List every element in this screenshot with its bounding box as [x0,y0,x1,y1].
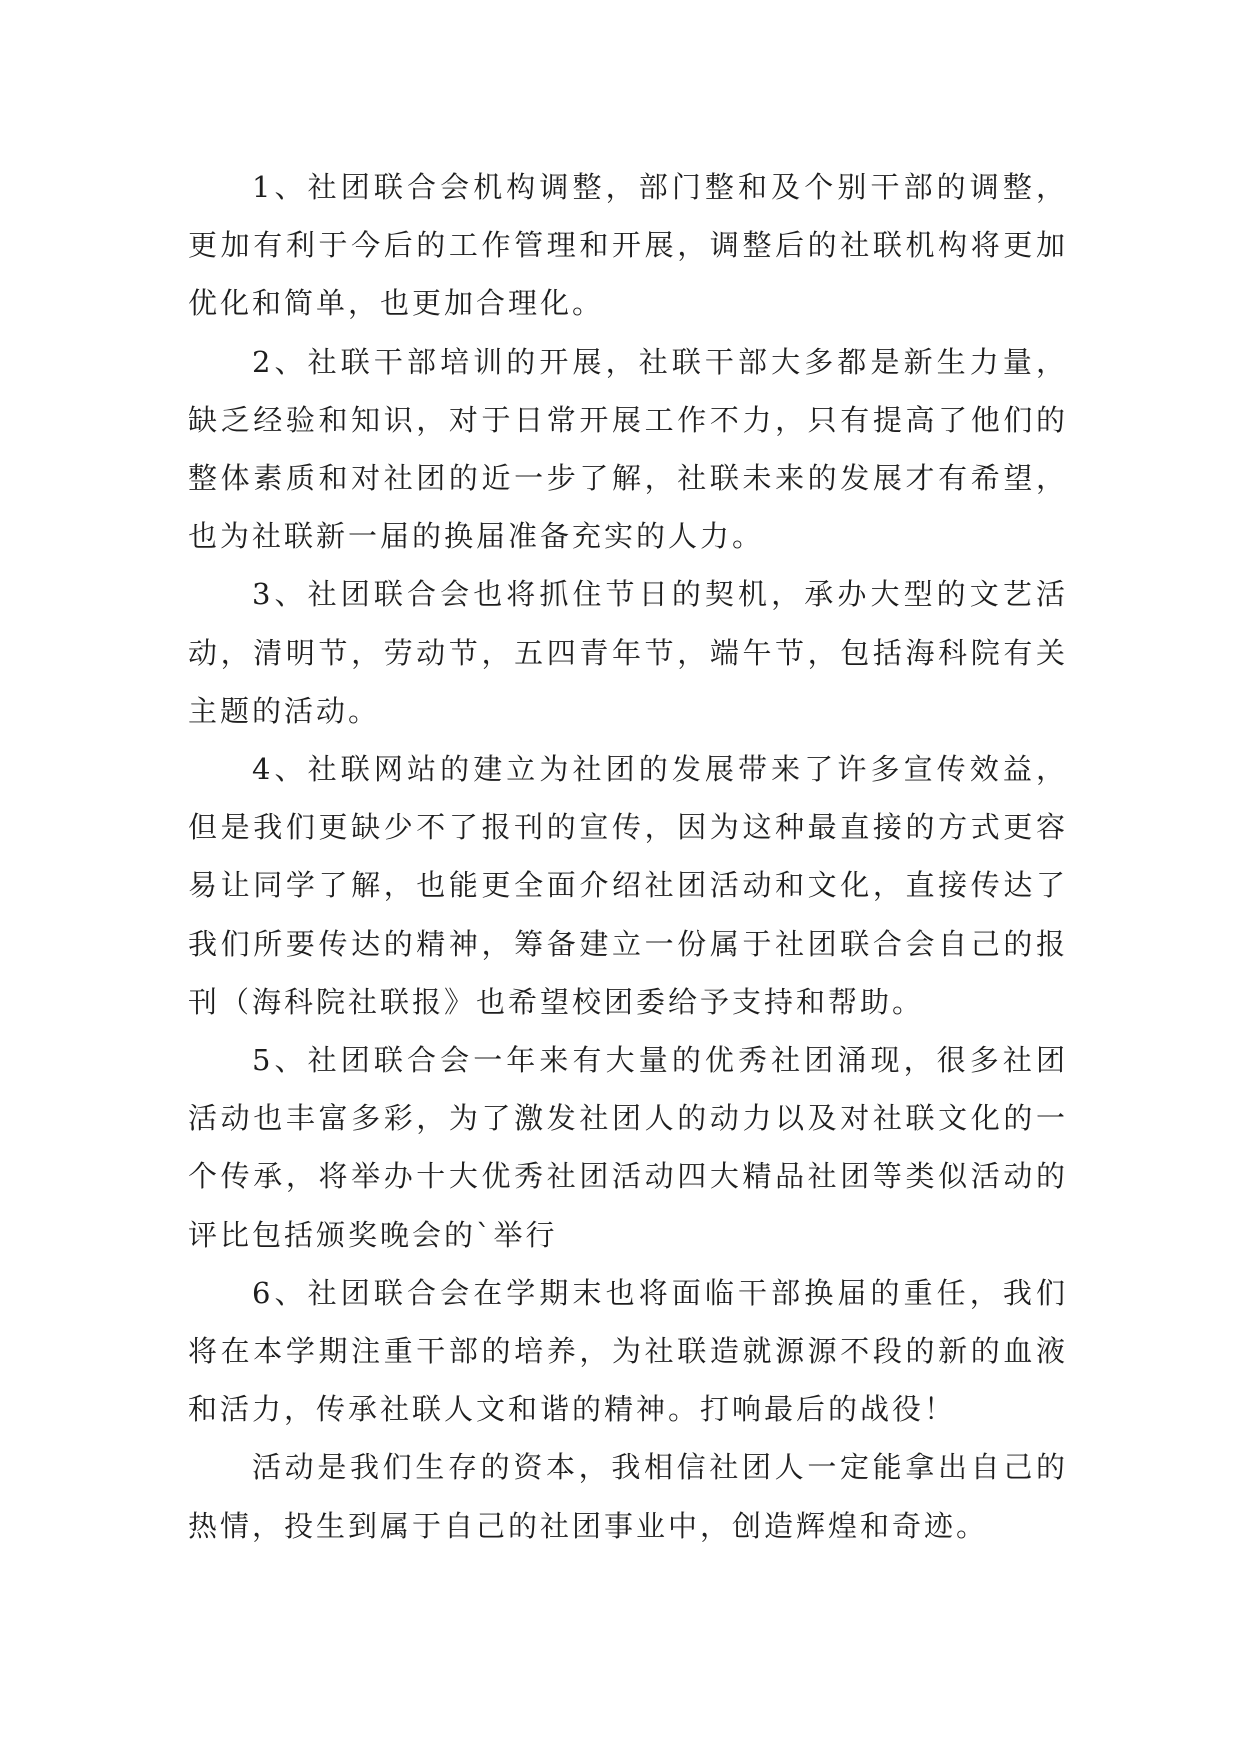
paragraph-6: 6、社团联合会在学期末也将面临干部换届的重任，我们将在本学期注重干部的培养，为社联造就源源不段的新的血液和活力，传承社联人文和谐的精神。打响最后的战役！ [188,1275,1068,1427]
paragraph-3: 3、社团联合会也将抓住节日的契机，承办大型的文艺活动，清明节，劳动节，五四青年节，端午节，包括海科院有关主题的活动。 [188,577,1068,728]
document-body [188,158,1068,1555]
paragraph-5: 5、社团联合会一年来有大量的优秀社团涌现，很多社团活动也丰富多彩，为了激发社团人的动力以及对社联文化的一个传承，将举办十大优秀社团活动四大精品社团等类似活动的评比包括颁奖晚会的`举行 [188,1043,1068,1252]
paragraph-1: 1、社团联合会机构调整，部门整和及个别干部的调整，更加有利于今后的工作管理和开展，调整后的社联机构将更加优化和简单，也更加合理化。 [188,170,1068,321]
paragraph-4: 4、社联网站的建立为社团的发展带来了许多宣传效益，但是我们更缺少不了报刊的宣传，因为这种最直接的方式更容易让同学了解，也能更全面介绍社团活动和文化，直接传达了我们所要传达的精神，筹备建立一份属于社团联合会自己的报刊（海科院社联报》也希望校团委给予支持和帮助。 [188,752,1068,1019]
paragraph-2: 2、社联干部培训的开展，社联干部大多都是新生力量，缺乏经验和知识，对于日常开展工作不力，只有提高了他们的整体素质和对社团的近一步了解，社联未来的发展才有希望，也为社联新一届的换届准备充实的人力。 [188,344,1068,554]
paragraph-conclusion: 活动是我们生存的资本，我相信社团人一定能拿出自己的热情，投生到属于自己的社团事业中，创造辉煌和奇迹。 [188,1450,1068,1543]
